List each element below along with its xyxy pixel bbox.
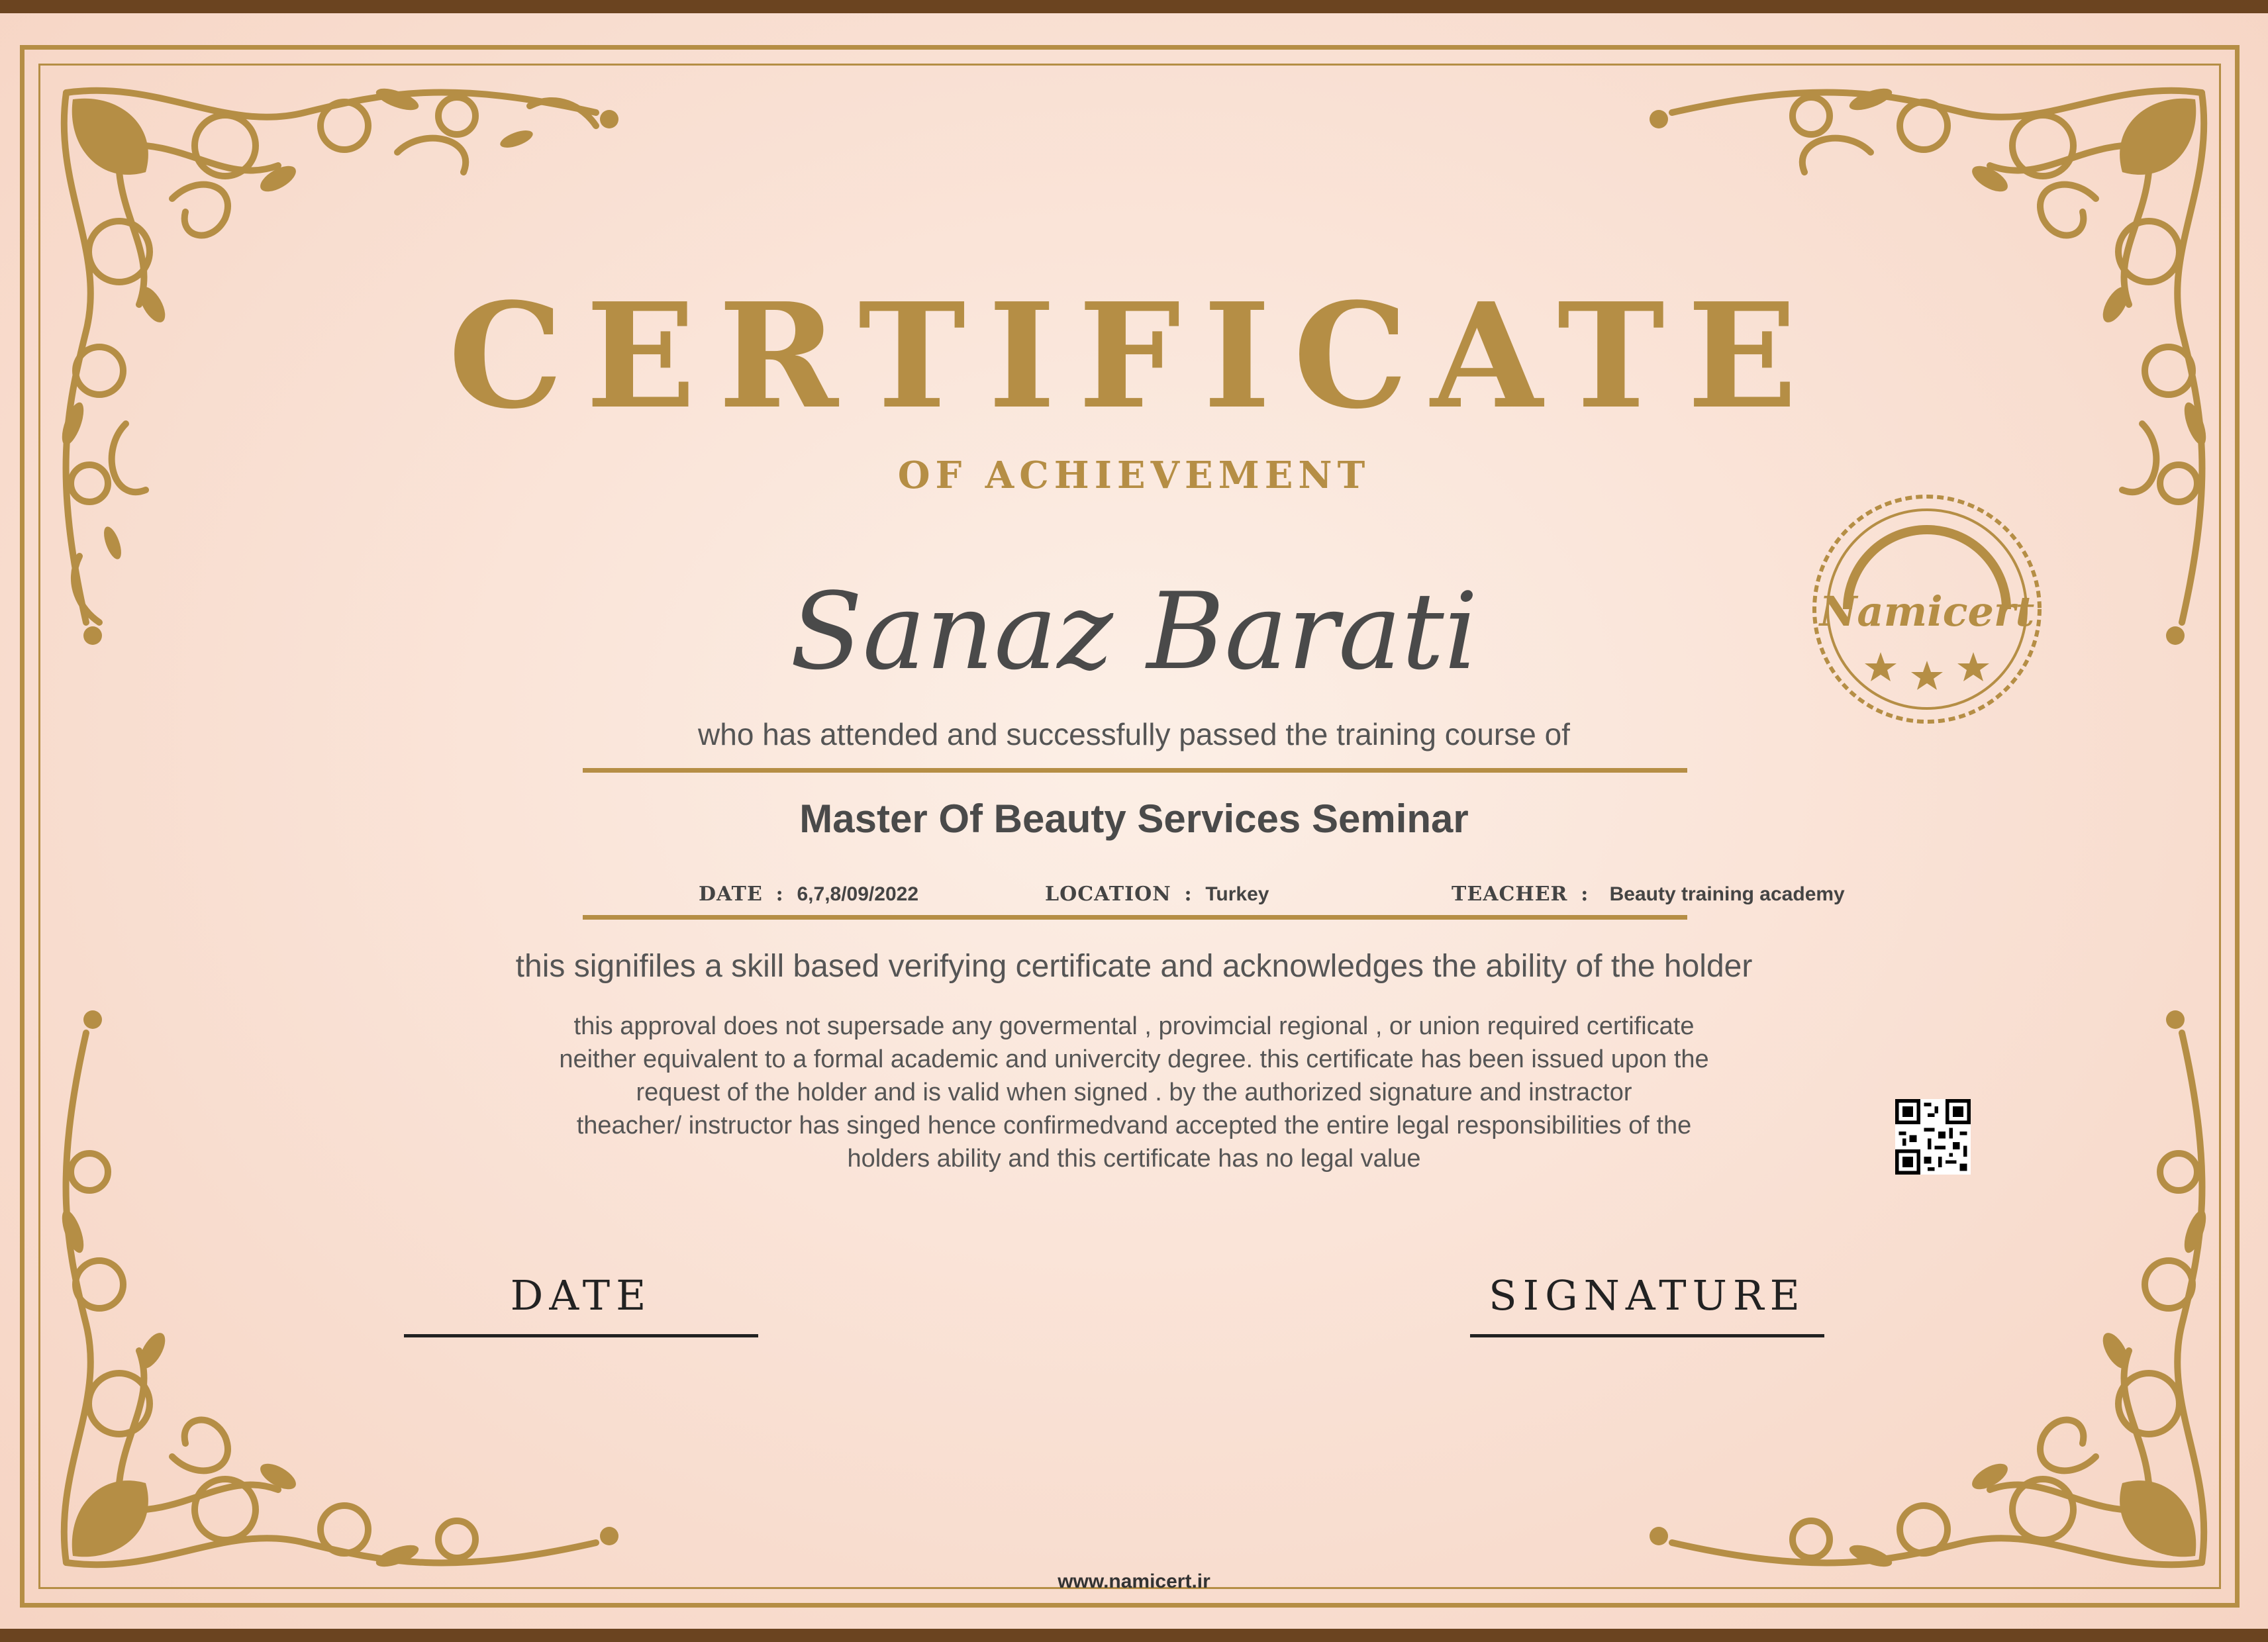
signifies-text: this signifiles a skill based verifying certificate and acknowledges the ability of the holder <box>515 949 1753 984</box>
divider-top <box>583 768 1687 773</box>
location-value: Turkey <box>1205 883 1269 905</box>
disclaimer-line: theacher/ instructor has singed hence confirmedvand accepted the entire legal responsibilities of the <box>576 1112 1692 1139</box>
disclaimer-line: request of the holder and is valid when signed . by the authorized signature and instractor <box>636 1079 1632 1106</box>
teacher-label: TEACHER <box>1452 883 1568 906</box>
intro-text: who has attended and successfully passed the training course of <box>698 717 1570 751</box>
signature-line <box>1470 1334 1824 1337</box>
date-colon: : <box>768 883 792 906</box>
date-line <box>404 1334 758 1337</box>
qr-code-icon <box>1895 1099 1971 1175</box>
disclaimer-line: holders ability and this certificate has no legal value <box>847 1145 1421 1173</box>
recipient-name: Sanaz Barati <box>790 569 1478 693</box>
date-value: 6,7,8/09/2022 <box>797 883 919 905</box>
certificate-page <box>0 13 2268 1629</box>
footer-date-label: DATE <box>510 1271 652 1320</box>
location-label: LOCATION <box>1045 883 1171 906</box>
disclaimer-line: neither equivalent to a formal academic and univercity degree. this certificate has been issued upon the <box>559 1045 1709 1073</box>
certificate-title: CERTIFICATE <box>448 271 1820 441</box>
location-colon: : <box>1177 883 1200 906</box>
seal-stamp-icon <box>1808 490 2046 735</box>
certificate-subtitle: OF ACHIEVEMENT <box>897 454 1371 497</box>
disclaimer-line: this approval does not supersade any govermental , provimcial regional , or union required certificate <box>573 1012 1695 1040</box>
teacher-value: Beauty training academy <box>1609 883 1845 905</box>
date-info <box>699 883 918 906</box>
location-info <box>1045 883 1269 906</box>
teacher-info <box>1452 883 1845 906</box>
teacher-colon: : <box>1573 883 1604 906</box>
date-label: DATE <box>699 883 763 906</box>
divider-bottom <box>583 915 1687 920</box>
footer-signature-label: SIGNATURE <box>1489 1271 1806 1320</box>
course-name: Master Of Beauty Services Seminar <box>799 797 1469 841</box>
seal-brand-text: Namicert <box>1819 587 2035 636</box>
website-url: www.namicert.ir <box>1058 1570 1210 1592</box>
